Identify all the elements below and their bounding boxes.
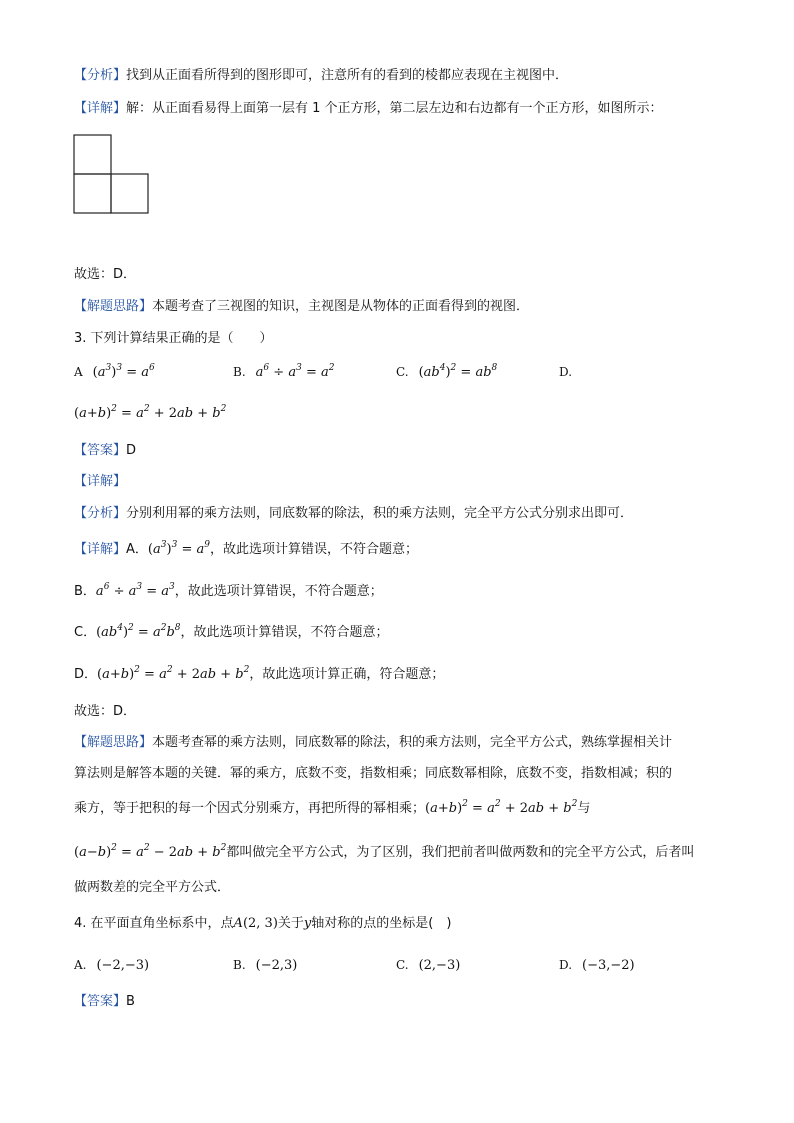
q3-idea-line-5: 做两数差的完全平方公式． bbox=[74, 880, 231, 895]
q3-choice: 故选：D． bbox=[74, 704, 137, 719]
q3-detail-c: C．$(ab^4)^2 = a^2b^8$，故此选项计算错误，不符合题意； bbox=[74, 623, 389, 640]
choice-line-1: 故选：D． bbox=[74, 267, 137, 282]
q3-option-a: A $(a^3)^3 = a^6$ bbox=[74, 363, 155, 380]
q3-option-d: D. bbox=[559, 365, 573, 379]
q3-option-c-math: $(ab^4)^2 = ab^8$ bbox=[418, 363, 498, 380]
q4-answer-label: 【答案】 bbox=[74, 994, 127, 1009]
q3-detail-a: 【详解】A．$(a^3)^3 = a^9$，故此选项计算错误，不符合题意； bbox=[74, 540, 418, 557]
q3-stem: 3. 下列计算结果正确的是（ ） bbox=[74, 331, 273, 346]
q3-detail-heading: 【详解】 bbox=[74, 474, 127, 489]
q3-idea-formula-diff: $(a-b)^2 = a^2 - 2ab + b^2$ bbox=[74, 843, 227, 860]
q3-idea-line-4: $(a-b)^2 = a^2 - 2ab + b^2$都叫做完全平方公式，为了区别，我们把前者叫做两数和的完全平方公式，后者叫 bbox=[74, 843, 695, 860]
q4-answer bbox=[74, 992, 135, 1012]
idea-label: 【解题思路】 bbox=[74, 299, 153, 314]
analysis-text: 找到从正面看所得到的图形即可，注意所有的看到的棱都应表现在主视图中． bbox=[126, 68, 569, 83]
front-view-figure bbox=[73, 134, 151, 216]
q3-analysis-text: 分别利用幂的乘方法则，同底数幂的除法，积的乘方法则，完全平方公式分别求出即可． bbox=[126, 506, 634, 521]
q3-detail-b-math: $a^6 \div a^3 = a^3$ bbox=[95, 582, 175, 599]
q4-option-c: C. (2,−3) bbox=[396, 958, 461, 973]
square-top bbox=[74, 135, 111, 174]
square-bottom-left bbox=[74, 174, 111, 213]
detail-label: 【详解】 bbox=[74, 101, 127, 116]
q4-option-a: A. (−2,−3) bbox=[74, 958, 150, 973]
q3-idea-line-2: 算法则是解答本题的关键．幂的乘方，底数不变，指数相乘；同底数幂相除，底数不变，指数相减；积的 bbox=[74, 766, 673, 781]
q3-option-c: C. $(ab^4)^2 = ab^8$ bbox=[396, 363, 498, 380]
q3-option-a-math: $(a^3)^3 = a^6$ bbox=[92, 363, 155, 380]
q4-axis-y: y bbox=[303, 916, 312, 931]
q3-option-b: B. $a^6 \div a^3 = a^2$ bbox=[233, 363, 335, 380]
q3-detail-c-math: $(ab^4)^2 = a^2b^8$ bbox=[96, 623, 181, 640]
q3-option-b-math: $a^6 \div a^3 = a^2$ bbox=[255, 363, 335, 380]
q4-option-d: D. (−3,−2) bbox=[559, 958, 635, 973]
q3-answer bbox=[74, 441, 136, 461]
q3-detail-d-math: $(a+b)^2 = a^2 + 2ab + b^2$ bbox=[97, 665, 250, 682]
q3-option-d-math: $(a+b)^2 = a^2 + 2ab + b^2$ bbox=[74, 404, 227, 421]
q3-detail-b: B．$a^6 \div a^3 = a^3$，故此选项计算错误，不符合题意； bbox=[74, 582, 383, 599]
q4-option-b: B. (−2,3) bbox=[233, 958, 298, 973]
q3-detail-label: 【详解】 bbox=[74, 542, 127, 557]
q3-answer-label: 【答案】 bbox=[74, 443, 127, 458]
q3-analysis-label: 【分析】 bbox=[74, 506, 127, 521]
idea-text: 本题考查了三视图的知识，主视图是从物体的正面看得到的视图． bbox=[152, 299, 530, 314]
q4-point-a: A(2, 3) bbox=[233, 916, 278, 931]
q3-idea-line-3: 乘方，等于把积的每一个因式分别乘方，再把所得的幂相乘；$(a+b)^2 = a^2 + 2ab + b^2$与 bbox=[74, 799, 591, 816]
q3-idea-line-1: 【解题思路】本题考查幂的乘方法则，同底数幂的除法，积的乘方法则，完全平方公式，熟练掌握相关计 bbox=[74, 735, 673, 750]
q3-idea-label: 【解题思路】 bbox=[74, 735, 153, 750]
q4-stem: 4. 在平面直角坐标系中，点A(2, 3)关于y轴对称的点的坐标是( ) bbox=[74, 916, 452, 931]
q4-answer-value: B bbox=[126, 994, 135, 1009]
q3-idea-formula-sum: $(a+b)^2 = a^2 + 2ab + b^2$ bbox=[425, 799, 578, 816]
analysis-line bbox=[74, 66, 568, 86]
q3-answer-value: D bbox=[126, 443, 137, 458]
idea-line-1 bbox=[74, 297, 529, 317]
q3-detail-d: D．$(a+b)^2 = a^2 + 2ab + b^2$，故此选项计算正确，符合题意； bbox=[74, 665, 445, 682]
square-bottom-right bbox=[111, 174, 148, 213]
detail-line bbox=[74, 99, 663, 119]
q3-detail-a-math: $(a^3)^3 = a^9$ bbox=[147, 540, 210, 557]
q3-analysis bbox=[74, 504, 633, 524]
analysis-label: 【分析】 bbox=[74, 68, 127, 83]
detail-text: 解：从正面看易得上面第一层有 1 个正方形，第二层左边和右边都有一个正方形，如图所示： bbox=[126, 101, 663, 116]
